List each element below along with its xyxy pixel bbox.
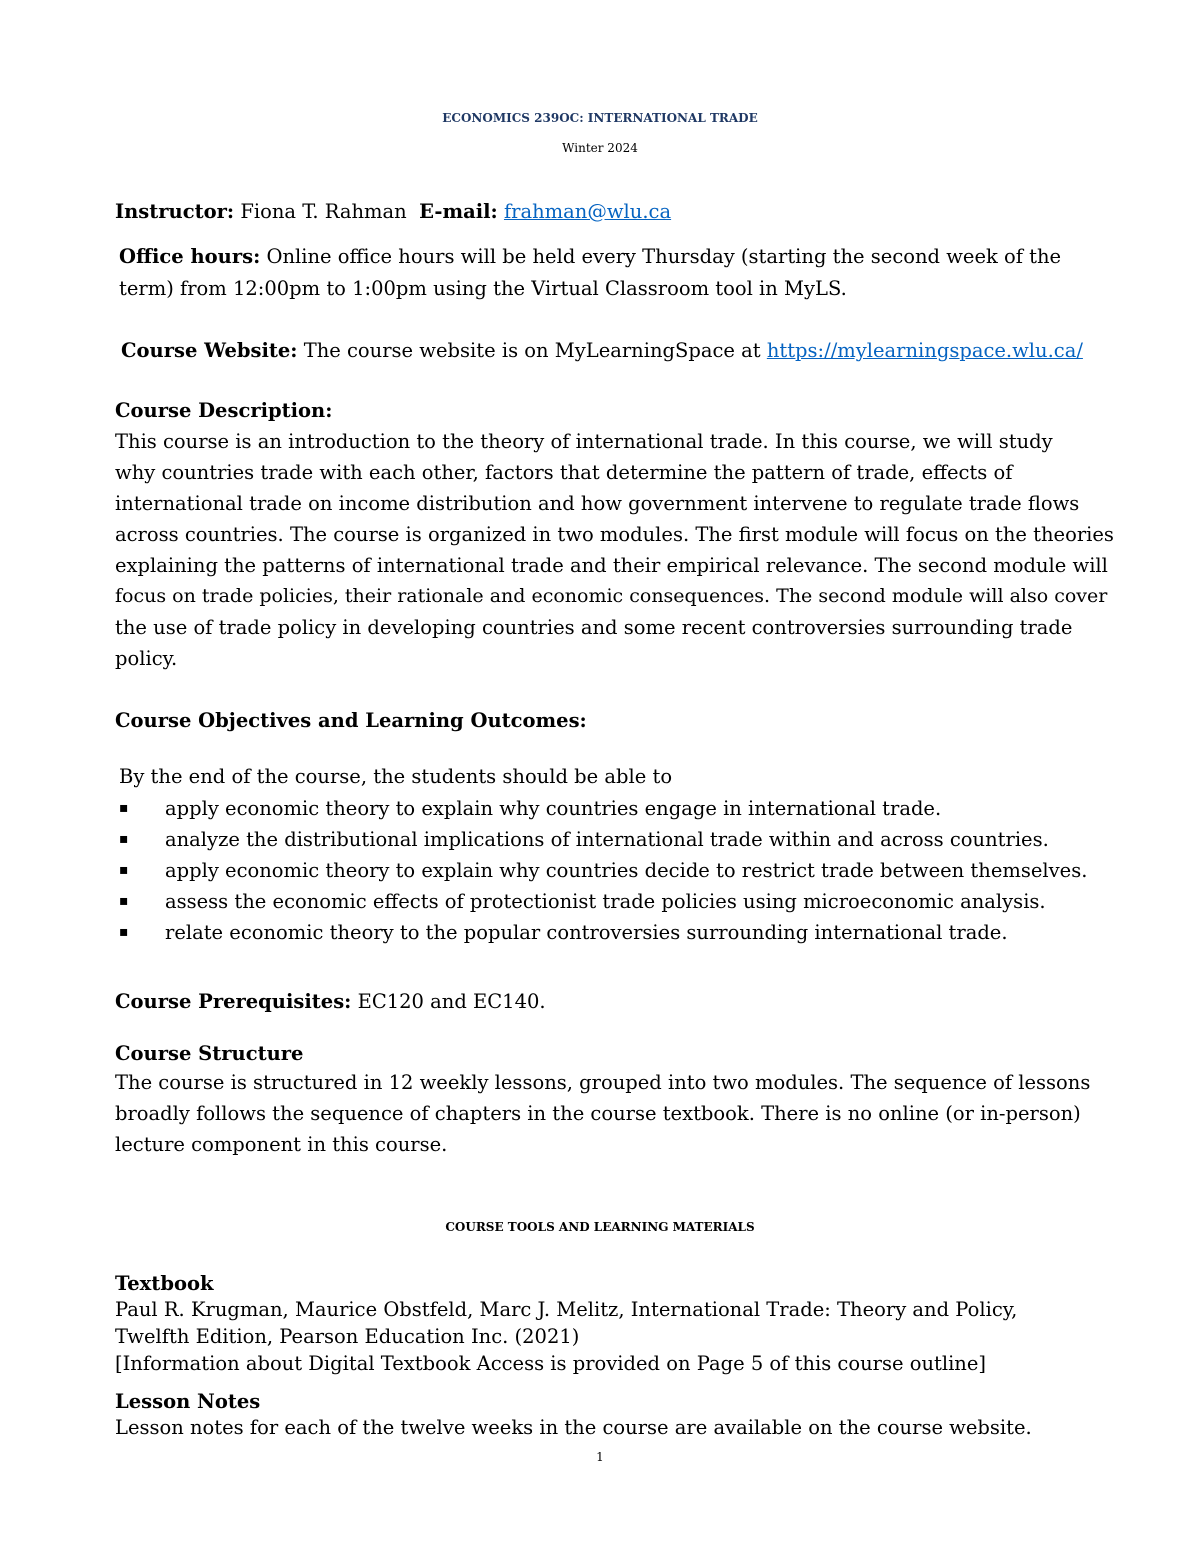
objective-text: apply economic theory to explain why countries engage in international trade.: [165, 797, 942, 820]
structure-body: [115, 1067, 1125, 1160]
objective-text: analyze the distributional implications of international trade within and across countries.: [165, 828, 1049, 851]
objective-text: apply economic theory to explain why countries decide to restrict trade between themselves.: [165, 859, 1088, 882]
list-item: [115, 917, 1125, 948]
course-title: ECONOMICS 239OC: INTERNATIONAL TRADE: [442, 111, 758, 125]
objectives-intro: By the end of the course, the students should be able to: [119, 765, 673, 788]
list-item: [115, 793, 1125, 824]
textbook-line: Paul R. Krugman, Maurice Obstfeld, Marc J. Melitz, International Trade: Theory and Policy,: [115, 1298, 1018, 1321]
prerequisites-line: [115, 986, 546, 1017]
bullet-icon: ▪: [119, 924, 129, 940]
description-line: This course is an introduction to the theory of international trade. In this course, we will study: [115, 430, 1053, 453]
course-website-text: The course website is on MyLearningSpace at: [303, 339, 761, 362]
course-website-link[interactable]: https://mylearningspace.wlu.ca/: [766, 339, 1083, 362]
structure-line: broadly follows the sequence of chapters in the course textbook. There is no online (or in-person): [115, 1102, 1081, 1125]
description-line: explaining the patterns of international trade and their empirical relevance. The second module will: [115, 554, 1108, 577]
textbook-body: [115, 1296, 1125, 1377]
description-line: international trade on income distribution and how government intervene to regulate trade flows: [115, 492, 1080, 515]
objectives-heading: [115, 705, 587, 736]
bullet-icon: ▪: [119, 800, 129, 816]
list-item: [115, 824, 1125, 855]
textbook-line: Twelfth Edition, Pearson Education Inc. (2021): [115, 1325, 580, 1348]
structure-heading: [115, 1038, 303, 1069]
course-tools-heading: [0, 1212, 1200, 1243]
list-item: [115, 855, 1125, 886]
bullet-icon: ▪: [119, 893, 129, 909]
description-line: across countries. The course is organized in two modules. The first module will focus on the theories: [115, 523, 1114, 546]
textbook-heading-text: Textbook: [115, 1272, 214, 1295]
bullet-icon: ▪: [119, 862, 129, 878]
instructor-name: Fiona T. Rahman: [240, 200, 407, 223]
course-term: Winter 2024: [562, 141, 638, 155]
objectives-list: [115, 793, 1125, 948]
description-line: focus on trade policies, their rationale and economic consequences. The second module will also cover: [115, 585, 1108, 607]
lesson-notes-heading-text: Lesson Notes: [115, 1390, 261, 1413]
course-website-line: [121, 335, 1083, 366]
email-label: E-mail:: [419, 200, 498, 223]
textbook-heading: [115, 1268, 213, 1299]
course-description-body: [115, 426, 1123, 674]
page-number: 1: [596, 1450, 604, 1464]
course-description-heading-text: Course Description:: [115, 399, 333, 422]
description-line: why countries trade with each other, factors that determine the pattern of trade, effects of: [115, 461, 1013, 484]
instructor-label: Instructor:: [115, 200, 235, 223]
prerequisites-label: Course Prerequisites:: [115, 990, 352, 1013]
instructor-email-link[interactable]: frahman@wlu.ca: [503, 200, 672, 223]
objective-text: assess the economic effects of protectionist trade policies using microeconomic analysis.: [165, 890, 1046, 913]
prerequisites-text: EC120 and EC140.: [357, 990, 546, 1013]
course-description-heading: [115, 395, 332, 426]
description-line: policy.: [115, 647, 178, 670]
lesson-notes-text: Lesson notes for each of the twelve weeks in the course are available on the course website.: [115, 1416, 1032, 1439]
list-item: [115, 886, 1125, 917]
course-tools-heading-text: COURSE TOOLS AND LEARNING MATERIALS: [445, 1220, 755, 1234]
textbook-line: [Information about Digital Textbook Access is provided on Page 5 of this course outline]: [115, 1352, 987, 1375]
structure-heading-text: Course Structure: [115, 1042, 304, 1065]
office-hours-text-1: Online office hours will be held every Thursday (starting the second week of the: [266, 245, 1062, 268]
instructor-line: [115, 196, 671, 227]
course-website-label: Course Website:: [121, 339, 298, 362]
structure-line: The course is structured in 12 weekly lessons, grouped into two modules. The sequence of lessons: [115, 1071, 1091, 1094]
bullet-icon: ▪: [119, 831, 129, 847]
objective-text: relate economic theory to the popular controversies surrounding international trade.: [165, 921, 1008, 944]
objectives-heading-text: Course Objectives and Learning Outcomes:: [115, 709, 587, 732]
office-hours-line-1: [119, 241, 1061, 272]
description-line: the use of trade policy in developing countries and some recent controversies surrounding trade: [115, 616, 1073, 639]
office-hours-line-2: term) from 12:00pm to 1:00pm using the Virtual Classroom tool in MyLS.: [119, 277, 847, 300]
structure-line: lecture component in this course.: [115, 1133, 448, 1156]
office-hours-label: Office hours:: [119, 245, 261, 268]
